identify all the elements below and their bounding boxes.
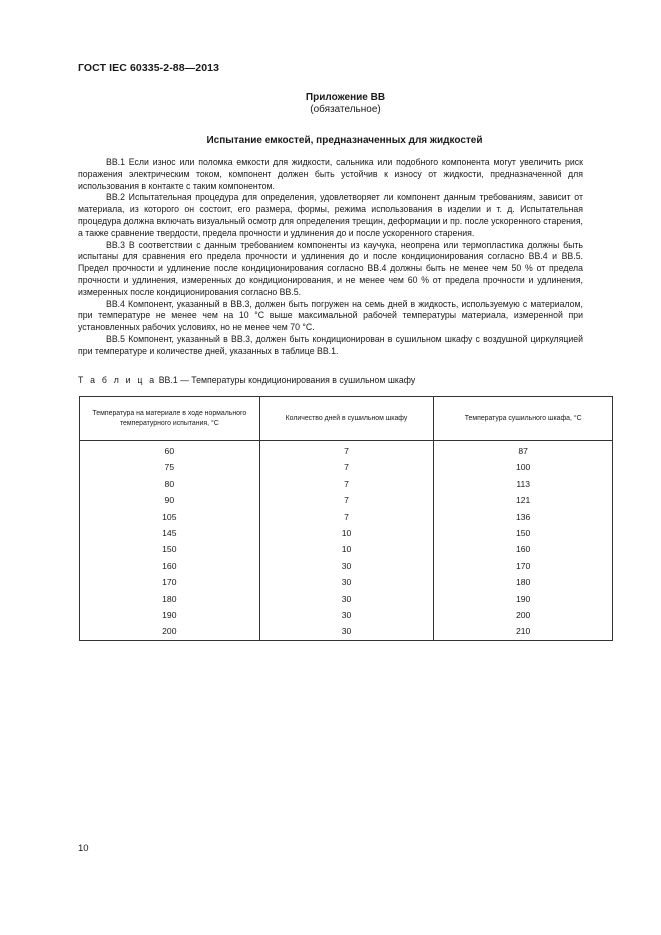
cell-oven-temperature: 210 — [434, 623, 613, 640]
cell-oven-temperature: 121 — [434, 492, 613, 508]
cell-days: 30 — [259, 574, 434, 590]
table-row — [80, 476, 613, 492]
table-caption — [78, 375, 415, 385]
cell-oven-temperature: 150 — [434, 525, 613, 541]
cell-material-temperature: 90 — [80, 492, 260, 508]
cell-oven-temperature: 100 — [434, 459, 613, 475]
cell-material-temperature: 150 — [80, 541, 260, 557]
table-row — [80, 558, 613, 574]
cell-oven-temperature: 160 — [434, 541, 613, 557]
table-row — [80, 541, 613, 557]
table-header-row — [80, 397, 613, 441]
cell-days: 10 — [259, 525, 434, 541]
table-caption-text: ВВ.1 — Температуры кондиционирования в сушильном шкафу — [156, 375, 416, 385]
cell-material-temperature: 105 — [80, 509, 260, 525]
paragraph-bb4: ВВ.4 Компонент, указанный в ВВ.3, должен быть погружен на семь дней в жидкость, используемую с материалом, при температуре не менее чем на 10 °С выше максимальной рабочей температуры материала, измеренной при установленных рабочих условиях, но не менее чем 70 °С. — [78, 298, 583, 333]
annex-title: Приложение ВВ — [305, 92, 386, 103]
cell-material-temperature: 80 — [80, 476, 260, 492]
table-row — [80, 623, 613, 640]
page-number: 10 — [78, 843, 89, 854]
cell-oven-temperature: 136 — [434, 509, 613, 525]
cell-oven-temperature: 180 — [434, 574, 613, 590]
header-oven-temperature: Температура сушильного шкафа, °С — [434, 397, 613, 441]
annex-heading — [0, 92, 661, 116]
cell-days: 30 — [259, 558, 434, 574]
cell-material-temperature: 60 — [80, 441, 260, 460]
annex-status: (обязательное) — [310, 104, 381, 115]
cell-days: 7 — [259, 441, 434, 460]
table-row — [80, 441, 613, 460]
table-caption-label: Т а б л и ц а — [78, 375, 157, 385]
cell-days: 30 — [259, 607, 434, 623]
cell-material-temperature: 200 — [80, 623, 260, 640]
cell-days: 7 — [259, 459, 434, 475]
table-row — [80, 509, 613, 525]
document-id: ГОСТ IEC 60335-2-88—2013 — [78, 62, 220, 74]
cell-material-temperature: 75 — [80, 459, 260, 475]
table-row — [80, 525, 613, 541]
cell-oven-temperature: 113 — [434, 476, 613, 492]
body-text — [78, 157, 583, 358]
section-title — [0, 135, 661, 146]
paragraph-bb5: ВВ.5 Компонент, указанный в ВВ.3, должен быть кондиционирован в сушильном шкафу с воздушной циркуляцией при температуре и количестве дней, указанных в таблице ВВ.1. — [78, 333, 583, 356]
cell-material-temperature: 160 — [80, 558, 260, 574]
cell-material-temperature: 180 — [80, 591, 260, 607]
cell-oven-temperature: 87 — [434, 441, 613, 460]
cell-material-temperature: 145 — [80, 525, 260, 541]
table-row — [80, 607, 613, 623]
cell-days: 30 — [259, 591, 434, 607]
paragraph-bb3: ВВ.3 В соответствии с данным требованием компоненты из каучука, неопрена или термопластика должны быть испытаны для сравнения его предела прочности и удлинения до и после кондиционирования согласно ВВ.4 и ВВ.5. Предел прочности и удлинение после кондиционирования согласно ВВ.4 должны быть не менее чем 50 % от предела прочности и удлинения, измеренных до кондиционирования, и не менее чем 60 % от предела прочности и удлинения, измеренных после кондиционирования согласно ВВ.5. — [78, 239, 583, 297]
cell-oven-temperature: 200 — [434, 607, 613, 623]
table-row — [80, 591, 613, 607]
cell-material-temperature: 170 — [80, 574, 260, 590]
cell-days: 30 — [259, 623, 434, 640]
section-title-text: Испытание емкостей, предназначенных для жидкостей — [206, 135, 483, 146]
paragraph-bb1: ВВ.1 Если износ или поломка емкости для жидкости, сальника или подобного компонента могут увеличить риск поражения электрическим током, компонент должен быть устойчив к износу от жидкости, предназначенной для использования в контакте с таким компонентом. — [78, 157, 583, 191]
cell-days: 7 — [259, 492, 434, 508]
cell-days: 7 — [259, 509, 434, 525]
conditioning-table — [79, 396, 613, 641]
cell-material-temperature: 190 — [80, 607, 260, 623]
table-row — [80, 574, 613, 590]
header-days-in-oven: Количество дней в сушильном шкафу — [259, 397, 434, 441]
table-row — [80, 459, 613, 475]
table-row — [80, 492, 613, 508]
cell-days: 7 — [259, 476, 434, 492]
cell-oven-temperature: 190 — [434, 591, 613, 607]
header-material-temperature: Температура на материале в ходе нормального температурного испытания, °С — [80, 397, 260, 441]
cell-oven-temperature: 170 — [434, 558, 613, 574]
cell-days: 10 — [259, 541, 434, 557]
paragraph-bb2: ВВ.2 Испытательная процедура для определения, удовлетворяет ли компонент данным требованиям, зависит от материала, из которого он состоит, его размера, формы, режима использования в изделии и т. д. Испытательная процедура должна включать визуальный осмотр для определения трещин, деформации и пр. после ускоренного старения, а также сравнение твердости, предела прочности и удлинения до и после ускоренного старения. — [78, 192, 583, 238]
